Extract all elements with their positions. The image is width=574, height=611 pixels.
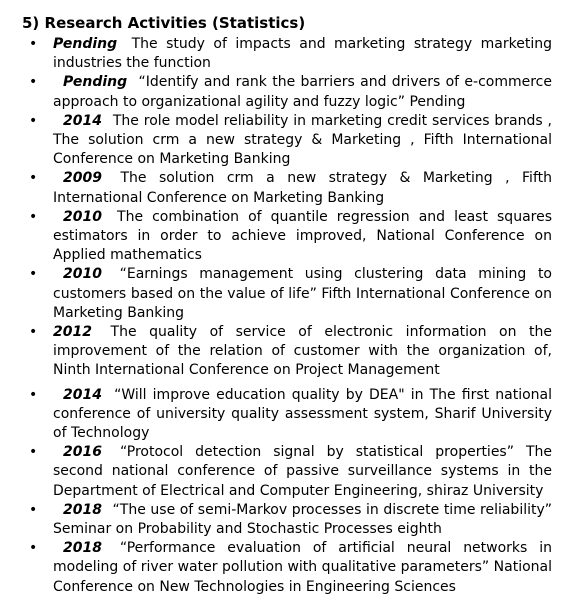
item-text: “Protocol detection signal by statistical properties” The second national conference of passive surveillance systems in the Department of Electrical and Computer Engineering, shiraz University (53, 444, 552, 499)
item-tag: 2016 (63, 444, 102, 461)
list-item (22, 501, 552, 539)
item-tag: 2018 (63, 540, 102, 557)
bullet-icon: • (29, 112, 38, 129)
item-text: The quality of service of electronic information on the improvement of the relation of customer with the organization of, Ninth International Conference on Project Management (53, 324, 552, 379)
list-item (22, 169, 552, 207)
list-item (22, 265, 552, 323)
bullet-icon: • (29, 444, 38, 461)
item-text: “The use of semi-Markov processes in discrete time reliability” Seminar on Probability and Stochastic Processes eighth (53, 501, 553, 538)
bullet-icon: • (29, 208, 38, 225)
item-tag: 2012 (53, 324, 92, 341)
bullet-icon: • (29, 266, 38, 283)
list-item (22, 112, 552, 170)
bullet-icon: • (29, 386, 38, 403)
bullet-icon: • (29, 74, 38, 91)
list-item (22, 73, 552, 111)
item-text: The study of impacts and marketing strategy marketing industries the function (53, 36, 552, 72)
list-item (22, 208, 552, 266)
item-tag: 2010 (63, 208, 102, 225)
item-text: “Performance evaluation of artificial neural networks in modeling of river water pollution with qualitative parameters” National Conference on New Technologies in Engineering Sciences (53, 540, 552, 595)
bullet-icon: • (29, 36, 38, 52)
list-item (22, 539, 552, 597)
item-tag: Pending (53, 36, 118, 52)
list-item (22, 323, 552, 381)
item-text: The combination of quantile regression and least squares estimators in order to achieve improved, National Conference on Applied mathematics (53, 208, 552, 264)
item-tag: 2009 (63, 170, 102, 187)
item-tag: Pending (63, 74, 128, 91)
item-text: “Will improve education quality by DEA" in The first national conference of university quality assessment system, Sharif University of Technology (53, 386, 553, 442)
bullet-icon: • (29, 170, 38, 187)
bullet-icon: • (29, 540, 38, 557)
item-tag: 2014 (63, 112, 102, 129)
item-tag: 2010 (63, 266, 102, 283)
item-text: “Earnings management using clustering data mining to customers based on the value of life” Fifth International Conference on Marketing Banking (53, 266, 552, 321)
research-activities-list (22, 35, 552, 597)
list-item (22, 386, 552, 444)
section-heading: 5) Research Activities (Statistics) (22, 14, 306, 32)
item-tag: 2018 (63, 501, 102, 518)
item-text: “Identify and rank the barriers and drivers of e-commerce approach to organizational agility and fuzzy logic” Pending (53, 74, 552, 110)
item-tag: 2014 (63, 386, 102, 403)
list-item (22, 35, 552, 73)
list-item (22, 443, 552, 501)
item-text: The solution crm a new strategy & Marketing , Fifth International Conference on Marketing Banking (53, 170, 552, 206)
item-text: The role model reliability in marketing credit services brands , The solution crm a new strategy & Marketing , Fifth International Conference on Marketing Banking (53, 112, 552, 168)
bullet-icon: • (29, 324, 38, 341)
bullet-icon: • (29, 501, 38, 518)
